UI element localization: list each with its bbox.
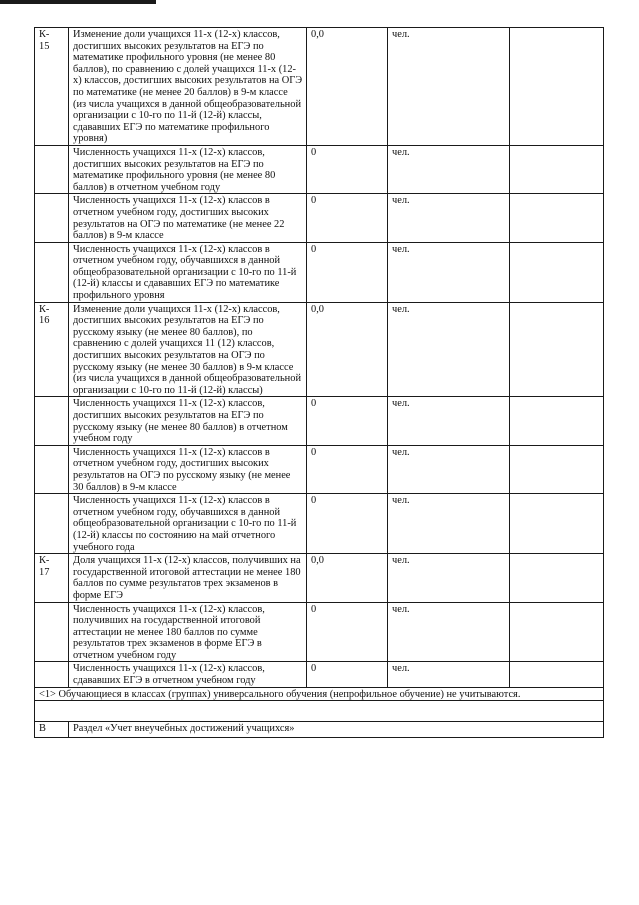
indicators-table [34,27,604,738]
row-unit: чел. [388,494,510,554]
row-description: Численность учащихся 11-х (12-х) классов, достигших высоких результатов на ЕГЭ по русскому языку (не менее 80 баллов) в отчетном учебном году [69,397,307,445]
row-unit: чел. [388,554,510,602]
row-extra [510,242,604,302]
section-row [35,722,604,738]
row-extra [510,194,604,242]
row-value: 0 [307,662,388,687]
row-extra [510,302,604,397]
row-value: 0 [307,445,388,493]
row-code [35,242,69,302]
table-row [35,28,604,146]
row-value: 0 [307,242,388,302]
row-description: Численность учащихся 11-х (12-х) классов в отчетном учебном году, обучавшихся в данной общеобразовательной организации с 10-го по 11-й (12-й) классы по состоянию на май отчетного учебного года [69,494,307,554]
row-unit: чел. [388,302,510,397]
section-title: Раздел «Учет внеучебных достижений учащихся» [69,722,604,738]
row-code [35,397,69,445]
row-value: 0 [307,494,388,554]
row-unit: чел. [388,145,510,193]
row-description: Изменение доли учащихся 11-х (12-х) классов, достигших высоких результатов на ЕГЭ по математике профильного уровня (не менее 80 баллов), по сравнению с долей учащихся 11-х (12-х) классов, достигших высоких результатов на ОГЭ по математике (не менее 20 баллов) в 9-м классе (из числа учащихся в данной общеобразовательной организации с 10-го по 11-й (12-й) классы, сдававших ЕГЭ по математике профильного уровня) [69,28,307,146]
row-description: Численность учащихся 11-х (12-х) классов в отчетном учебном году, достигших высоких результатов на ОГЭ по русскому языку (не менее 30 баллов) в 9-м классе [69,445,307,493]
row-extra [510,554,604,602]
row-description: Численность учащихся 11-х (12-х) классов в отчетном учебном году, достигших высоких результатов на ОГЭ по математике (не менее 22 баллов) в 9-м классе [69,194,307,242]
table-row [35,397,604,445]
row-unit: чел. [388,194,510,242]
table-row [35,242,604,302]
section-code: В [35,722,69,738]
row-extra [510,397,604,445]
table-row [35,494,604,554]
row-value: 0 [307,145,388,193]
row-code: К- 15 [35,28,69,146]
footnote-row [35,687,604,701]
row-value: 0,0 [307,28,388,146]
row-description: Численность учащихся 11-х (12-х) классов в отчетном учебном году, обучавшихся в данной общеобразовательной организации с 10-го по 11-й (12-й) классы и сдававших ЕГЭ по математике профильного уровня [69,242,307,302]
row-value: 0 [307,602,388,662]
row-code [35,445,69,493]
row-value: 0,0 [307,554,388,602]
row-extra [510,494,604,554]
row-code: К- 16 [35,302,69,397]
table-row [35,302,604,397]
row-code [35,602,69,662]
row-extra [510,28,604,146]
row-extra [510,662,604,687]
row-value: 0 [307,194,388,242]
row-unit: чел. [388,397,510,445]
row-description: Доля учащихся 11-х (12-х) классов, получивших на государственной итоговой аттестации не менее 180 баллов по сумме результатов трех экзаменов в форме ЕГЭ [69,554,307,602]
row-value: 0 [307,397,388,445]
row-unit: чел. [388,445,510,493]
row-description: Численность учащихся 11-х (12-х) классов, достигших высоких результатов на ЕГЭ по математике профильного уровня (не менее 80 баллов) в отчетном учебном году [69,145,307,193]
row-code [35,194,69,242]
indicators-table-body [35,28,604,688]
row-unit: чел. [388,242,510,302]
top-rule [0,0,156,4]
row-code [35,145,69,193]
row-unit: чел. [388,662,510,687]
row-extra [510,602,604,662]
row-extra [510,445,604,493]
row-extra [510,145,604,193]
table-row [35,602,604,662]
table-row [35,445,604,493]
row-description: Численность учащихся 11-х (12-х) классов, сдававших ЕГЭ в отчетном учебном году [69,662,307,687]
row-code: К- 17 [35,554,69,602]
table-row [35,194,604,242]
footnote: <1> Обучающиеся в классах (группах) универсального обучения (непрофильное обучение) не учитываются. [35,687,604,701]
spacer-row [35,701,604,722]
table-row [35,554,604,602]
row-description: Изменение доли учащихся 11-х (12-х) классов, достигших высоких результатов на ЕГЭ по русскому языку (не менее 80 баллов), по сравнению с долей учащихся 11 (12) классов, достигших высоких результатов на ОГЭ по русскому языку (не менее 30 баллов) в 9-м классе (из числа учащихся в данной общеобразовательной организации с 10-го по 11-й (12-й) классы) [69,302,307,397]
row-value: 0,0 [307,302,388,397]
table-row [35,662,604,687]
row-unit: чел. [388,28,510,146]
row-code [35,662,69,687]
empty-cell [35,701,604,722]
row-description: Численность учащихся 11-х (12-х) классов, получивших на государственной итоговой аттестации не менее 180 баллов по сумме результатов трех экзаменов в форме ЕГЭ в отчетном учебном году [69,602,307,662]
row-code [35,494,69,554]
table-row [35,145,604,193]
row-unit: чел. [388,602,510,662]
